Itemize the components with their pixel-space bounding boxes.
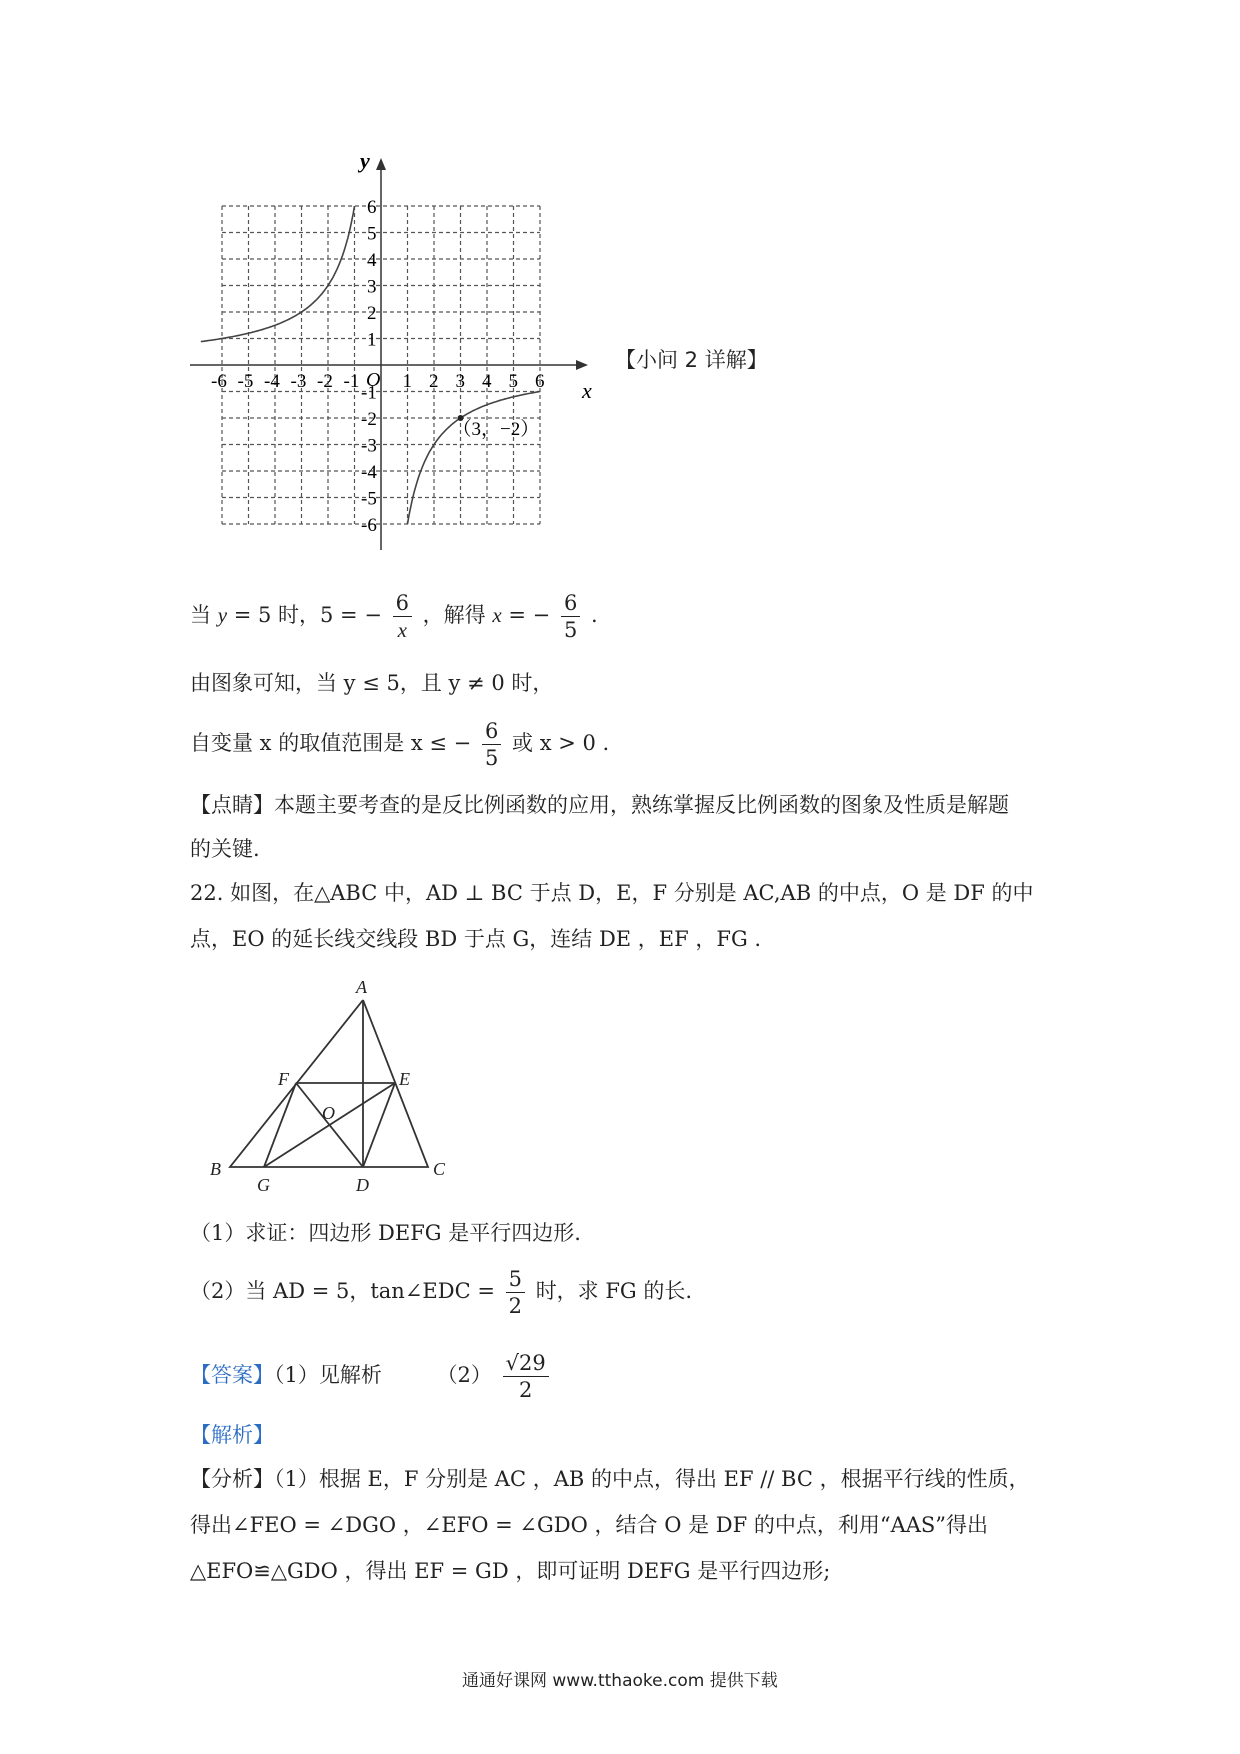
text-range: 自变量 x 的取值范围是 x ≤ − [190, 731, 472, 755]
analysis-line-1: 【分析】（1）根据 E，F 分别是 AC ，AB 的中点，得出 EF // BC ，根据平行线的性质， [190, 1467, 1030, 1491]
q2-text: （2）当 AD = 5，tan∠EDC = [190, 1279, 495, 1303]
segment-fg [264, 1083, 296, 1167]
tick-labels [211, 197, 545, 536]
hyperbola-branch-right [408, 392, 541, 525]
y-tick-label: 1 [367, 329, 377, 351]
label-c: C [433, 1159, 446, 1179]
problem-22-line-2: 点，EO 的延长线交线段 BD 于点 G，连结 DE ，EF ，FG . [190, 927, 762, 951]
frac-num: 6 [561, 590, 580, 617]
sub-question-heading: 【小问 2 详解】 [615, 348, 768, 372]
y-tick-label: -6 [361, 515, 377, 536]
solution-line-2: 由图象可知，当 y ≤ 5，且 y ≠ 0 时， [190, 671, 554, 695]
text-period: . [591, 603, 598, 627]
y-tick-label: 6 [367, 197, 377, 218]
x-tick-label: -1 [343, 371, 360, 392]
dianjing-line-1: 【点睛】本题主要考查的是反比例函数的应用，熟练掌握反比例函数的图象及性质是解题 [190, 793, 1009, 817]
y-axis-arrow [376, 158, 386, 170]
text-eq2: = − [508, 603, 551, 627]
analysis-line-3: △EFO≌△GDO ，得出 EF = GD ，即可证明 DEFG 是平行四边形; [190, 1559, 831, 1583]
label-a: A [356, 977, 367, 997]
x-tick-label: 1 [402, 371, 412, 392]
x-tick-label: -6 [211, 371, 227, 392]
origin-label: O [366, 369, 381, 391]
text-when: 当 [190, 603, 211, 627]
x-tick-label: -5 [237, 371, 254, 392]
y-tick-label: -1 [361, 382, 377, 404]
x-tick-label: 4 [482, 371, 492, 392]
x-tick-label: 5 [508, 371, 518, 392]
solution-line-1 [190, 590, 598, 643]
dianjing-line-2: 的关键. [190, 837, 260, 861]
hyperbola-branch-left [201, 206, 355, 342]
fraction-sqrt29-over-2 [503, 1350, 549, 1403]
label-g: G [257, 1175, 270, 1195]
text-or: 或 x > 0 . [512, 731, 610, 755]
x-axis-label: x [582, 378, 592, 403]
y-tick-label: 5 [367, 223, 377, 245]
x-tick-label: -4 [264, 371, 280, 392]
frac-den: 5 [484, 746, 499, 770]
segment-de [363, 1083, 395, 1167]
y-tick-label: 4 [367, 250, 377, 271]
x-tick-label: 2 [429, 371, 439, 392]
fraction-6-over-5 [561, 590, 580, 643]
frac-den: 5 [563, 618, 578, 642]
x-axis-arrow [576, 360, 588, 370]
question-1: （1）求证：四边形 DEFG 是平行四边形. [190, 1221, 581, 1245]
x-tick-label: 6 [535, 371, 545, 392]
label-f: F [278, 1069, 289, 1089]
frac-den: 2 [508, 1294, 522, 1318]
frac-den: x [397, 618, 407, 642]
label-o: O [322, 1103, 335, 1123]
frac-num: 6 [482, 718, 501, 745]
label-b: B [210, 1159, 221, 1179]
y-tick-label: -3 [361, 435, 377, 457]
q2-text-end: 时，求 FG 的长. [535, 1279, 693, 1303]
frac-den: 2 [518, 1378, 533, 1402]
y-tick-label: -2 [361, 409, 377, 430]
frac-num: 6 [393, 590, 412, 617]
solution-line-3 [190, 718, 609, 771]
label-d: D [356, 1175, 369, 1195]
fraction-6-over-5-b [482, 718, 501, 771]
y-tick-label: -5 [361, 488, 377, 510]
answer-part-2: （2） [436, 1363, 492, 1387]
analysis-label: 【解析】 [190, 1423, 274, 1447]
y-tick-label: 2 [367, 303, 377, 324]
problem-22-line-1: 22. 如图，在△ABC 中，AD ⊥ BC 于点 D，E，F 分别是 AC,AB 的中点，O 是 DF 的中 [190, 881, 1034, 905]
text-eq: = 5 时，5 = − [233, 603, 382, 627]
hyperbola-graph [190, 150, 610, 570]
text-solve: ，解得 [422, 603, 486, 627]
fraction-6-over-x [393, 590, 412, 643]
x-tick-label: -2 [317, 371, 333, 392]
answer-label: 【答案】 [190, 1363, 274, 1387]
answer-line [190, 1350, 553, 1403]
fraction-5-over-2 [506, 1266, 525, 1319]
y-tick-label: -4 [361, 462, 377, 483]
x-tick-label: 3 [455, 371, 465, 392]
label-e: E [399, 1069, 410, 1089]
axes [190, 150, 592, 550]
y-axis-label: y [360, 150, 370, 173]
var-x: x [492, 603, 502, 627]
frac-num: 5 [506, 1266, 525, 1293]
segment-ge [264, 1083, 395, 1167]
var-y: y [217, 603, 228, 627]
footer: 通通好课网 www.tthaoke.com 提供下载 [462, 1671, 778, 1691]
x-tick-label: -3 [290, 371, 307, 392]
y-tick-label: 3 [367, 276, 377, 298]
point-label: （3，−2） [452, 419, 540, 440]
triangle-figure [200, 975, 460, 1200]
analysis-line-2: 得出∠FEO = ∠DGO ，∠EFO = ∠GDO ，结合 O 是 DF 的中点，利用“AAS”得出 [190, 1513, 989, 1537]
answer-part-1: （1）见解析 [274, 1363, 382, 1387]
question-2 [190, 1266, 692, 1319]
frac-num: √29 [503, 1350, 549, 1377]
